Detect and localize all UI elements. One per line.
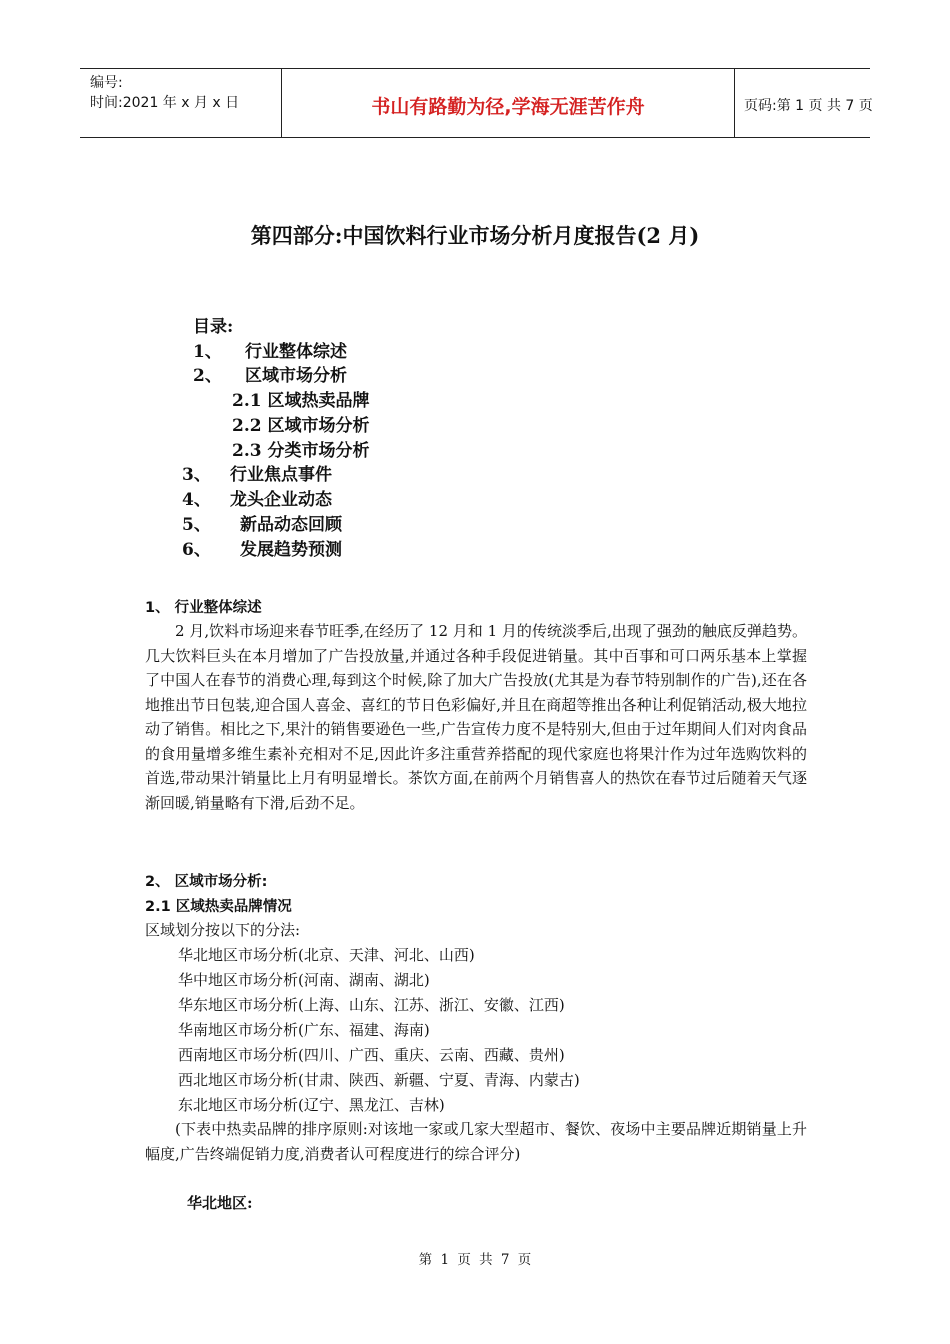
- toc-subitem-label: 2.2 区域市场分析: [232, 416, 370, 436]
- toc-item-label: 区域市场分析: [245, 366, 347, 386]
- toc-item-label: 新品动态回顾: [240, 515, 342, 535]
- region-list-item: 华北地区市场分析(北京、天津、河北、山西): [178, 946, 475, 964]
- toc-heading: 目录:: [193, 317, 234, 337]
- header-motto-cell: [281, 69, 735, 137]
- toc-subitem-label: 2.1 区域热卖品牌: [232, 391, 370, 411]
- document-date-label: 时间:2021 年 x 月 x 日: [90, 95, 240, 111]
- toc-subitem-label: 2.3 分类市场分析: [232, 441, 370, 461]
- header-page-cell: [734, 69, 873, 137]
- region-list-item: 西南地区市场分析(四川、广西、重庆、云南、西藏、贵州): [178, 1046, 565, 1064]
- section-2-heading: 2、 区域市场分析:: [145, 874, 268, 890]
- toc-item-number: 1、: [193, 342, 222, 362]
- region-division-intro: 区域划分按以下的分法:: [145, 921, 301, 939]
- region-list-item: 东北地区市场分析(辽宁、黑龙江、吉林): [178, 1096, 445, 1114]
- region-list-item: 华东地区市场分析(上海、山东、江苏、浙江、安徽、江西): [178, 996, 565, 1014]
- toc-item-label: 行业整体综述: [245, 342, 347, 362]
- header-meta-cell: [80, 69, 281, 137]
- section-2-1-heading: 2.1 区域热卖品牌情况: [145, 899, 292, 915]
- toc-item-label: 行业焦点事件: [230, 465, 332, 485]
- toc-item-number: 5、: [182, 515, 211, 535]
- ranking-principle-note: (下表中热卖品牌的排序原则:对该地一家或几家大型超市、餐饮、夜场中主要品牌近期销量上升幅度,广告终端促销力度,消费者认可程度进行的综合评分): [145, 1120, 807, 1163]
- toc-item-label: 龙头企业动态: [230, 490, 332, 510]
- region-list-item: 华中地区市场分析(河南、湖南、湖北): [178, 971, 430, 989]
- toc-item-number: 3、: [182, 465, 211, 485]
- toc-item-number: 2、: [193, 366, 222, 386]
- section-1-paragraph: 2 月,饮料市场迎来春节旺季,在经历了 12 月和 1 月的传统淡季后,出现了强劲的触底反弹趋势。几大饮料巨头在本月增加了广告投放量,并通过各种手段促进销量。其中百事和可口两乐基本上掌握了中国人在春节的消费心理,每到这个时候,除了加大广告投放(尤其是为春节特别制作的广告),还在各地推出节日包装,迎合国人喜金、喜红的节日色彩偏好,并且在商超等推出各种让利促销活动,极大地拉动了销售。相比之下,果汁的销售要逊色一些,广告宣传力度不是特别大,但由于过年期间人们对肉食品的食用量增多维生素补充相对不足,因此许多注重营养搭配的现代家庭也将果汁作为过年选购饮料的首选,带动果汁销量比上月有明显增长。茶饮方面,在前两个月销售喜人的热饮在春节过后随着天气逐渐回暖,销量略有下滑,后劲不足。: [145, 622, 807, 812]
- region-list-item: 华南地区市场分析(广东、福建、海南): [178, 1021, 430, 1039]
- toc-item-number: 4、: [182, 490, 211, 510]
- header-motto: 书山有路勤为径,学海无涯苦作舟: [371, 96, 645, 118]
- toc-item-label: 发展趋势预测: [240, 540, 342, 560]
- region-list-item: 西北地区市场分析(甘肃、陕西、新疆、宁夏、青海、内蒙古): [178, 1071, 580, 1089]
- north-china-heading: 华北地区:: [187, 1194, 253, 1212]
- document-number-label: 编号:: [90, 75, 123, 91]
- page-footer: 第 1 页 共 7 页: [418, 1252, 532, 1268]
- document-header: [80, 68, 873, 138]
- toc-item-number: 6、: [182, 540, 211, 560]
- header-page-number: 页码:第 1 页 共 7 页: [744, 98, 873, 114]
- section-1-heading: 1、 行业整体综述: [145, 600, 262, 616]
- page-title: 第四部分:中国饮料行业市场分析月度报告(2 月): [250, 223, 700, 248]
